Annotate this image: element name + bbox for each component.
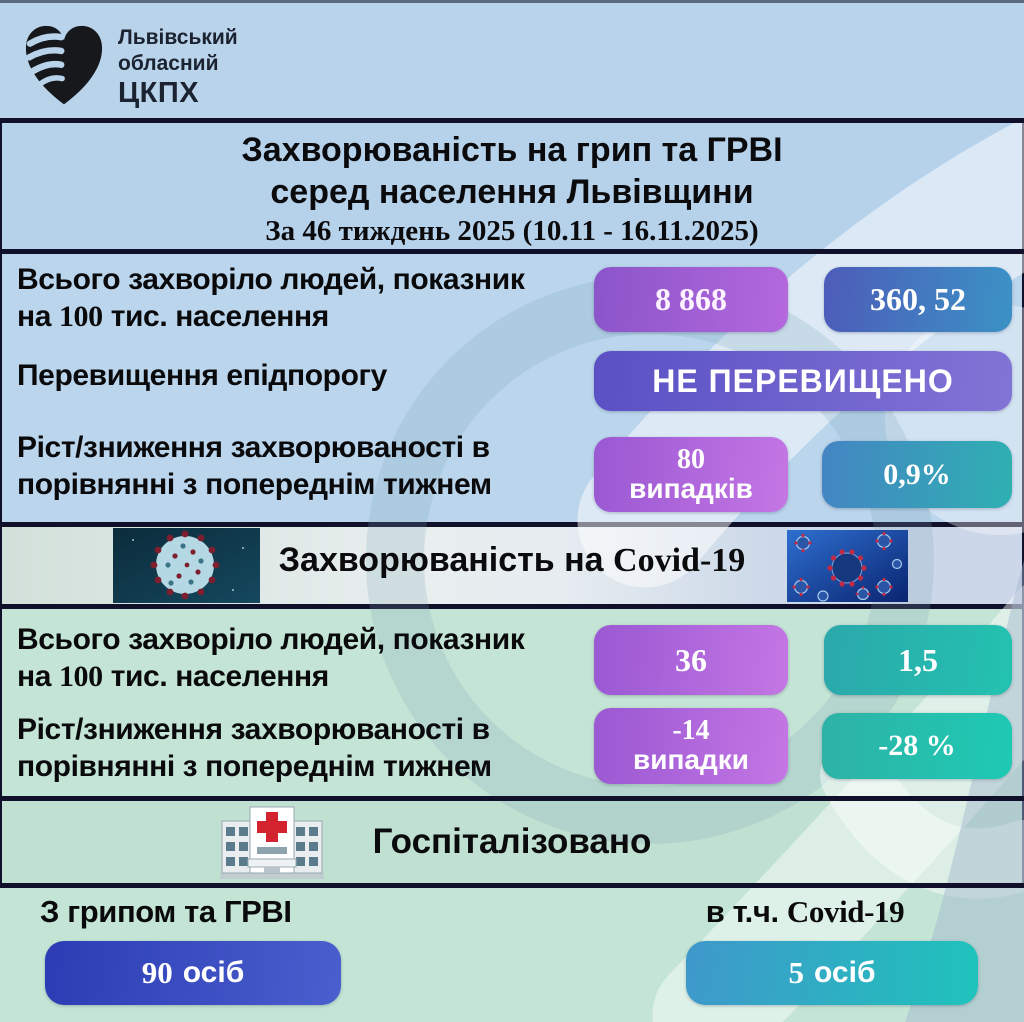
covid-total-label: [17, 622, 592, 695]
hospitalized-detail-section: [0, 888, 1024, 1022]
logo-org-name: [118, 25, 238, 112]
covid-cases-pill: [594, 625, 788, 695]
flu-total-label-line2-post: тис. населення: [102, 299, 329, 333]
flu-delta-pct-pill: [822, 441, 1012, 508]
hospitalized-flu-label: З грипом та ГРВІ: [40, 894, 292, 929]
hospitalized-flu-unit: осіб: [182, 956, 245, 989]
divider: [0, 249, 1024, 254]
flu-total-label-line1: Всього захворіло людей, показник: [17, 263, 525, 296]
covid-total-label-line2-pre: на: [17, 659, 59, 693]
flu-delta-cases-num: 80: [677, 443, 705, 475]
flu-delta-label-line2: порівнянні з попереднім тижнем: [17, 467, 492, 501]
covid-delta-pct-pill: [822, 713, 1012, 779]
flu-cases-pill: [594, 267, 788, 332]
lviv-cphd-logo-icon: [18, 13, 110, 111]
covid-rate-pill: [824, 625, 1012, 695]
covid-rate-value: 1,5: [898, 641, 938, 678]
flu-total-label-line2-num: 100: [58, 299, 103, 333]
flu-delta-label-line1: Ріст/зниження захворюваності в: [17, 431, 490, 464]
covid-delta-pct-value: -28 %: [878, 729, 956, 762]
flu-total-label-line2-pre: на: [17, 299, 59, 333]
covid-section: [0, 609, 1024, 796]
hospitalized-covid-label: [660, 893, 950, 931]
hospitalized-flu-pill: [45, 941, 341, 1005]
covid-delta-label-line2: порівнянні з попереднім тижнем: [17, 749, 492, 783]
flu-section: [0, 254, 1024, 522]
flu-delta-pct-value: 0,9%: [883, 457, 951, 491]
report-title-line1: Захворюваність на грип та ГРВІ: [241, 131, 783, 169]
logo-org-line2: обласний: [118, 51, 219, 75]
covid-delta-cases-num: -14: [672, 715, 710, 747]
flu-threshold-label: Перевищення епідпорогу: [17, 359, 387, 392]
report-title-line2: серед населення Львівщини: [270, 173, 754, 211]
divider: [0, 118, 1024, 123]
flu-delta-cases-pill: [594, 437, 788, 512]
report-week-range: За 46 тиждень 2025 (10.11 - 16.11.2025): [265, 215, 759, 247]
title-band: [0, 123, 1024, 249]
flu-delta-cases-word: випадків: [629, 472, 753, 504]
covid-cases-value: 36: [675, 641, 707, 678]
hospitalized-covid-pill: [686, 941, 978, 1005]
covid-title-sans: Захворюваність на: [278, 541, 614, 579]
covid-title-serif: Covid-19: [613, 542, 746, 579]
coronavirus-photo-right: [787, 530, 908, 602]
flu-threshold-pill: [594, 351, 1012, 411]
flu-cases-value: 8 868: [655, 281, 727, 317]
divider: [0, 883, 1024, 888]
flu-total-label: [17, 262, 592, 335]
hospitalized-covid-unit: осіб: [814, 956, 876, 989]
flu-rate-pill: [824, 267, 1012, 332]
hospitalized-covid-label-pre: в т.ч.: [705, 894, 787, 929]
hospitalized-flu-count: 90: [141, 955, 173, 990]
covid-header-band: [0, 522, 1024, 609]
covid-total-label-line2-num: 100: [58, 659, 103, 693]
hospitalized-band: [0, 801, 1024, 883]
hospitalized-covid-count: 5: [788, 955, 804, 990]
covid-delta-label-line1: Ріст/зниження захворюваності в: [17, 713, 490, 746]
covid-delta-cases-word: випадки: [633, 744, 749, 775]
header-band: [0, 0, 1024, 118]
hospitalized-title: Госпіталізовано: [372, 822, 652, 861]
hospitalized-covid-label-serif: Covid-19: [786, 894, 905, 929]
flu-delta-label: [17, 430, 577, 503]
flu-rate-value: 360, 52: [870, 281, 966, 317]
logo-org-line3: ЦКПХ: [118, 77, 200, 110]
flu-threshold-status: НЕ ПЕРЕВИЩЕНО: [652, 362, 954, 399]
divider: [0, 796, 1024, 801]
covid-delta-label: [17, 712, 577, 785]
covid-total-label-line1: Всього захворіло людей, показник: [17, 623, 525, 656]
logo-org-line1: Львівський: [118, 26, 238, 49]
covid-delta-cases-pill: [594, 708, 788, 784]
covid-total-label-line2-post: тис. населення: [102, 659, 329, 693]
